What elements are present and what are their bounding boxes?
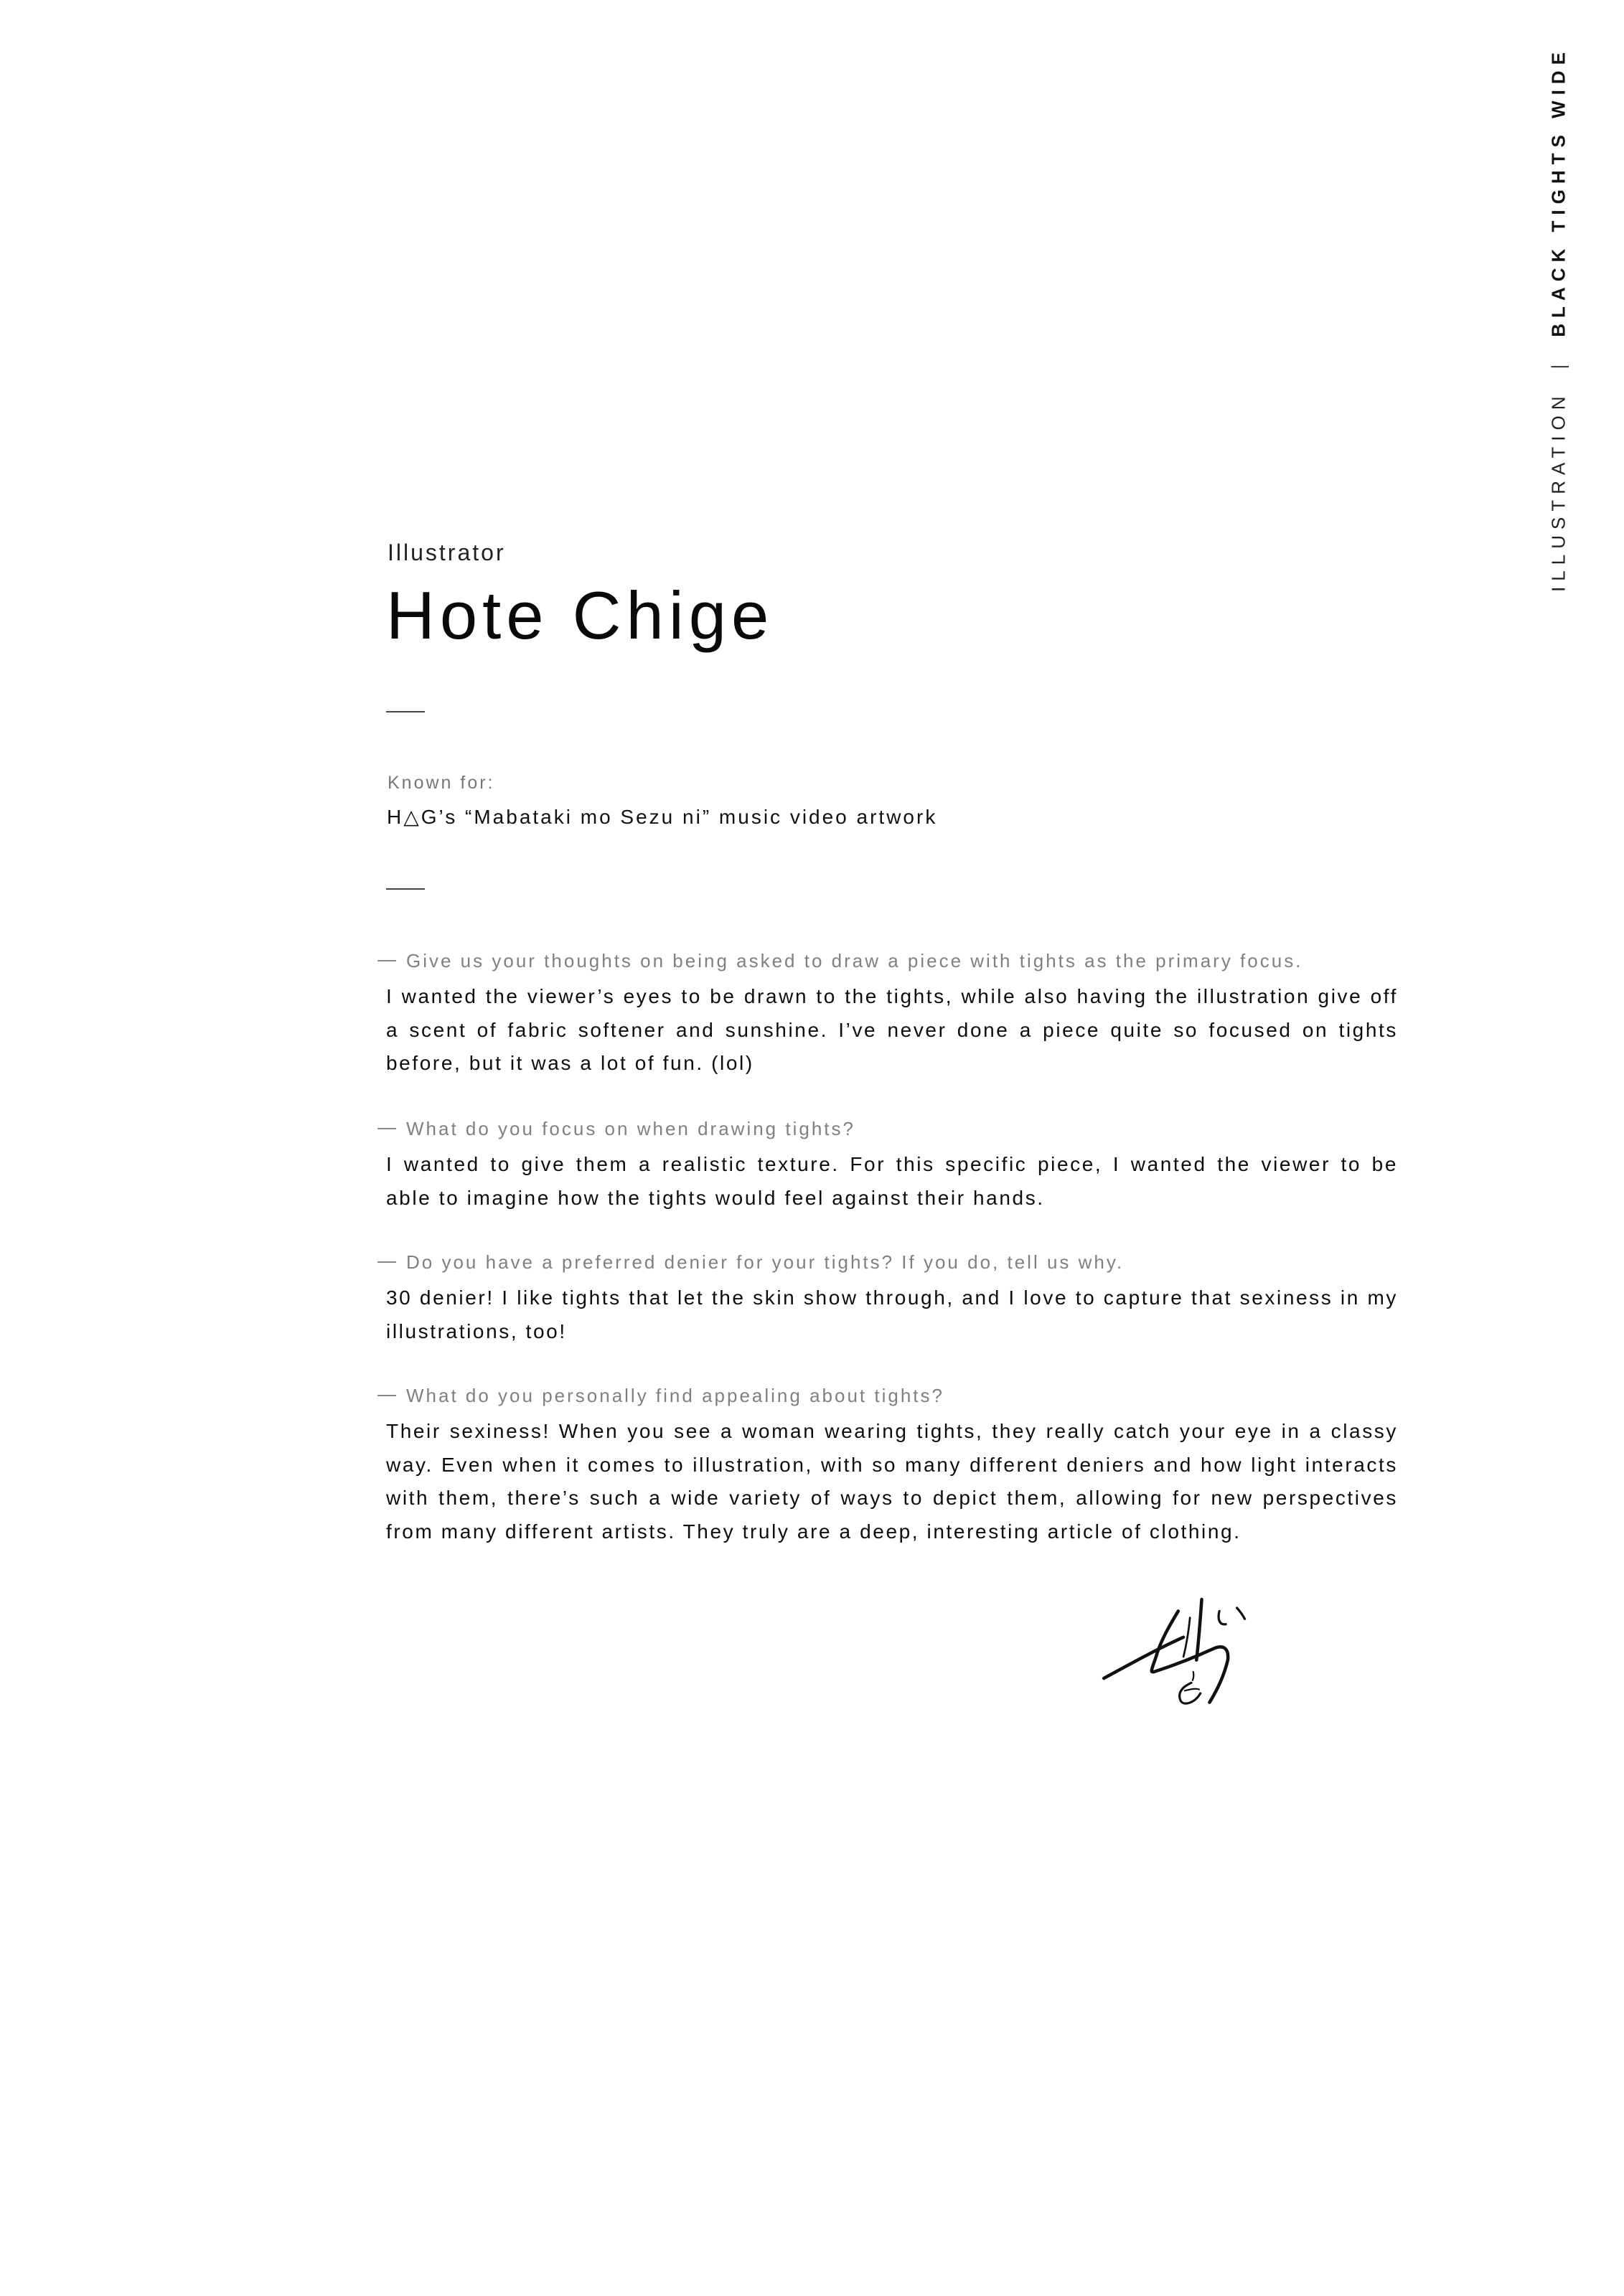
qa-item [386,1383,1398,1548]
known-for-label: Known for: [388,773,495,793]
question-text: What do you personally find appealing about tights? [406,1385,944,1406]
dash-icon [377,1128,396,1129]
handwritten-signature-icon [1076,1578,1277,1722]
answer: 30 denier! I like tights that let the skin show through, and I love to capture that sexiness in my illustrations, too! [386,1286,1398,1342]
divider [386,888,425,890]
dash-icon [377,960,396,961]
question-text: Do you have a preferred denier for your tights? If you do, tell us why. [406,1251,1125,1273]
divider [386,711,425,712]
qa-item [386,949,1398,1081]
question [377,949,1398,973]
qa-item [386,1250,1398,1348]
profile-role: Illustrator [388,540,506,565]
qa-item [386,1116,1398,1215]
section-label: ILLUSTRATION [1547,390,1569,592]
profile-name: Hote Chige [386,578,774,653]
answer: Their sexiness! When you see a woman wearing tights, they really catch your eye in a classy way. Even when it comes to illustration, with so many different deniers and how light interacts with them, there’s such a wide variety of ways to depict them, allowing for new perspectives from many different artists. They truly are a deep, interesting article of clothing. [386,1420,1398,1543]
answer: I wanted the viewer’s eyes to be drawn to the tights, while also having the illustration give off a scent of fabric softener and sunshine. I’ve never done a piece quite so focused on tights before, but it was a lot of fun. (lol) [386,985,1398,1074]
answer: I wanted to give them a realistic texture. For this specific piece, I wanted the viewer to be able to imagine how the tights would feel against their hands. [386,1153,1398,1209]
vertical-section-header [1548,47,1570,592]
known-for-value: H△G’s “Mabataki mo Sezu ni” music video artwork [387,806,938,828]
header-separator: | [1547,358,1569,370]
dash-icon [377,1395,396,1396]
topic-label: BLACK TIGHTS WIDE [1547,47,1569,337]
question [377,1116,1398,1141]
dash-icon [377,1261,396,1263]
question-text: Give us your thoughts on being asked to draw a piece with tights as the primary focus. [406,950,1303,971]
question-text: What do you focus on when drawing tights? [406,1118,855,1139]
question [377,1383,1398,1408]
question [377,1250,1398,1274]
